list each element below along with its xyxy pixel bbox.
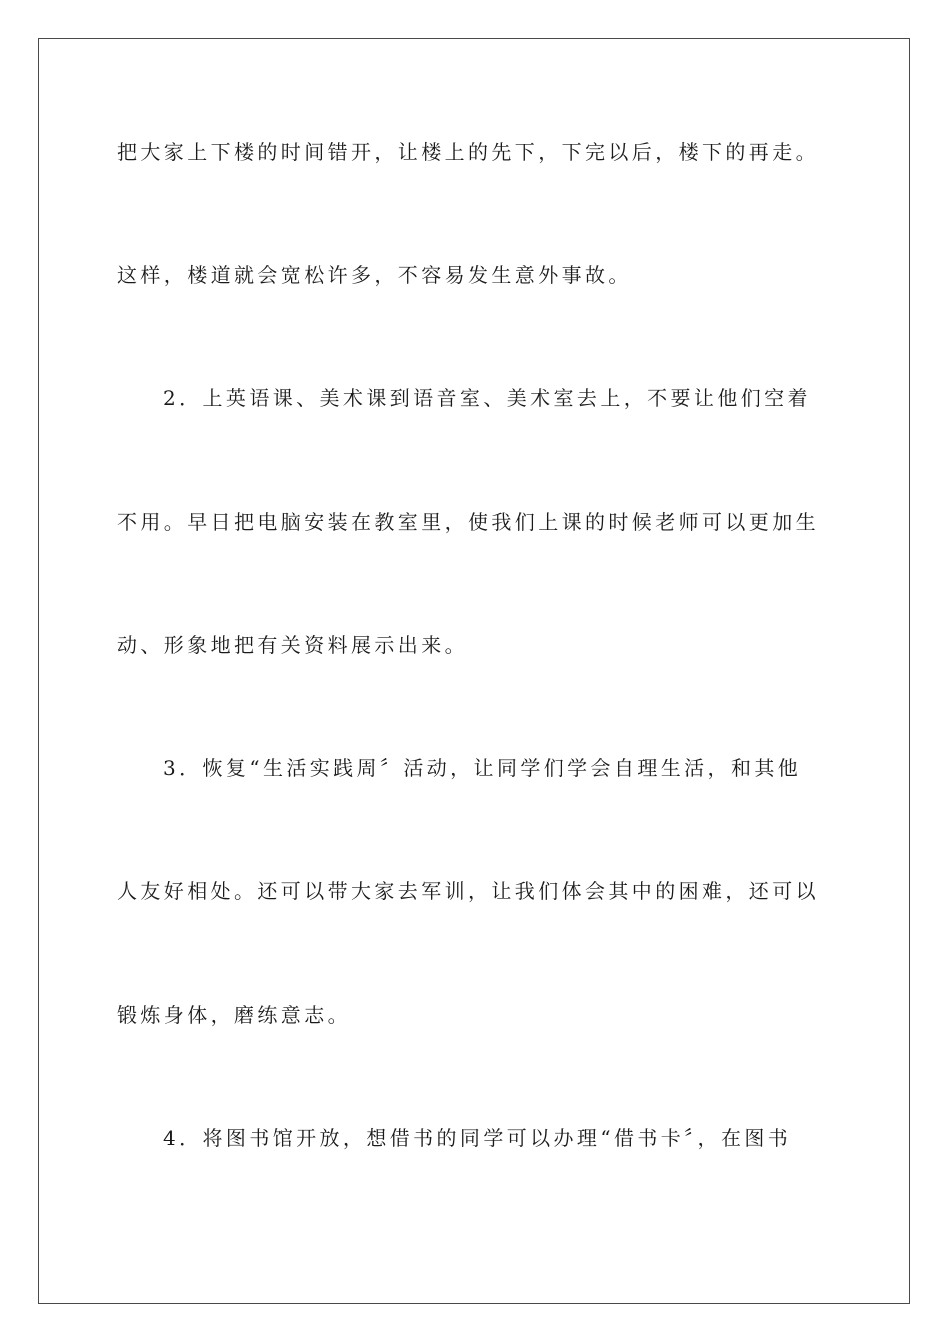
paragraph-4-first-line: 4．将图书馆开放，想借书的同学可以办理“借书卡〞，在图书 <box>163 1126 792 1150</box>
paragraph-2-first-line: 2．上英语课、美术课到语音室、美术室去上，不要让他们空着 <box>163 386 811 410</box>
page-border <box>38 38 910 1304</box>
text-line: 人友好相处。还可以带大家去军训，让我们体会其中的困难，还可以 <box>117 879 819 903</box>
text-line: 这样，楼道就会宽松许多，不容易发生意外事故。 <box>117 263 632 287</box>
text-line: 把大家上下楼的时间错开，让楼上的先下，下完以后，楼下的再走。 <box>117 140 819 164</box>
text-line: 不用。早日把电脑安装在教室里，使我们上课的时候老师可以更加生 <box>117 510 819 534</box>
paragraph-3-first-line: 3．恢复“生活实践周〞活动，让同学们学会自理生活，和其他 <box>163 756 802 780</box>
text-line: 锻炼身体，磨练意志。 <box>117 1003 351 1027</box>
text-line: 动、形象地把有关资料展示出来。 <box>117 633 468 657</box>
